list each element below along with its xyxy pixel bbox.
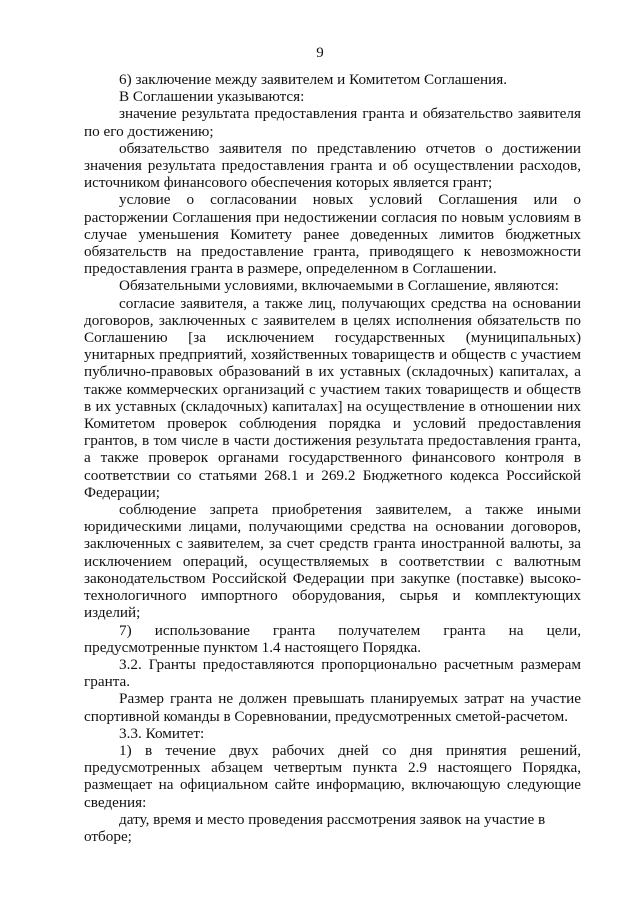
paragraph-grant-purpose: 7) использование гранта получателем гранта на цели, предусмотренные пунктом 1.4 настоящего Порядка. (84, 621, 581, 656)
paragraph-review-date: дату, время и место проведения рассмотрения заявок на участие в отборе; (84, 810, 546, 845)
paragraph-grant-size-limit: Размер гранта не должен превышать планируемых затрат на участие спортивной команды в Соревновании, предусмотренных сметой-расчетом. (84, 690, 581, 725)
paragraph-agreement-conclusion: 6) заключение между заявителем и Комитетом Соглашения. (119, 71, 508, 88)
paragraph-new-conditions: условие о согласовании новых условий Соглашения или о расторжении Соглашения при недостижении согласия по новым условиям в случае уменьшения Комитету ранее доведенных лимитов бюджетных обязательств на предоставление гранта, приводящего к невозможности предоставления гранта в размере, определенном в Соглашении. (84, 191, 581, 278)
paragraph-agreement-contents-intro: В Соглашении указываются: (119, 88, 305, 106)
paragraph-currency-prohibition: соблюдение запрета приобретения заявителем, а также иными юридическими лицами, получающими средства на основании договоров, заключенных с заявителем, за счет средств гранта иностранной валюты, за исключением операций, осуществляемых в соответствии с валютным законодательством Российской Федерации при закупке (поставке) высокотехнологичного импортного оборудования, сырья и комплектующих изделий; (84, 501, 581, 622)
paragraph-committee-heading: 3.3. Комитет: (119, 724, 205, 742)
paragraph-result-value: значение результата предоставления гранта и обязательство заявителя по его достижению; (84, 105, 581, 140)
paragraph-reporting-obligation: обязательство заявителя по представлению отчетов о достижении значения результата предоставления гранта и об осуществлении расходов, источником финансового обеспечения которых является грант; (84, 139, 581, 192)
paragraph-website-publication: 1) в течение двух рабочих дней со дня принятия решений, предусмотренных абзацем четвертым пункта 2.9 настоящего Порядка, размещает на официальном сайте информацию, включающую следующие сведения: (84, 741, 581, 811)
paragraph-inspection-consent: согласие заявителя, а также лиц, получающих средства на основании договоров, заключенных с заявителем в целях исполнения обязательств по Соглашению [за исключением государственных (муниципальных) унитарных предприятий, хозяйственных товариществ и обществ с участием публично-правовых образований в их уставных (складочных) капиталах, а также коммерческих организаций с участием таких товариществ и обществ в их уставных (складочных) капиталах] на осуществление в отношении них Комитетом проверок соблюдения порядка и условий предоставления грантов, в том числе в части достижения результата предоставления гранта, а также проверок органами государственного финансового контроля в соответствии со статьями 268.1 и 269.2 Бюджетного кодекса Российской Федерации; (84, 294, 581, 501)
paragraph-proportional-grants: 3.2. Гранты предоставляются пропорционально расчетным размерам гранта. (84, 655, 581, 691)
paragraph-mandatory-conditions-intro: Обязательными условиями, включаемыми в Соглашение, являются: (119, 277, 559, 295)
document-body (84, 71, 581, 845)
page-number: 9 (316, 45, 324, 61)
